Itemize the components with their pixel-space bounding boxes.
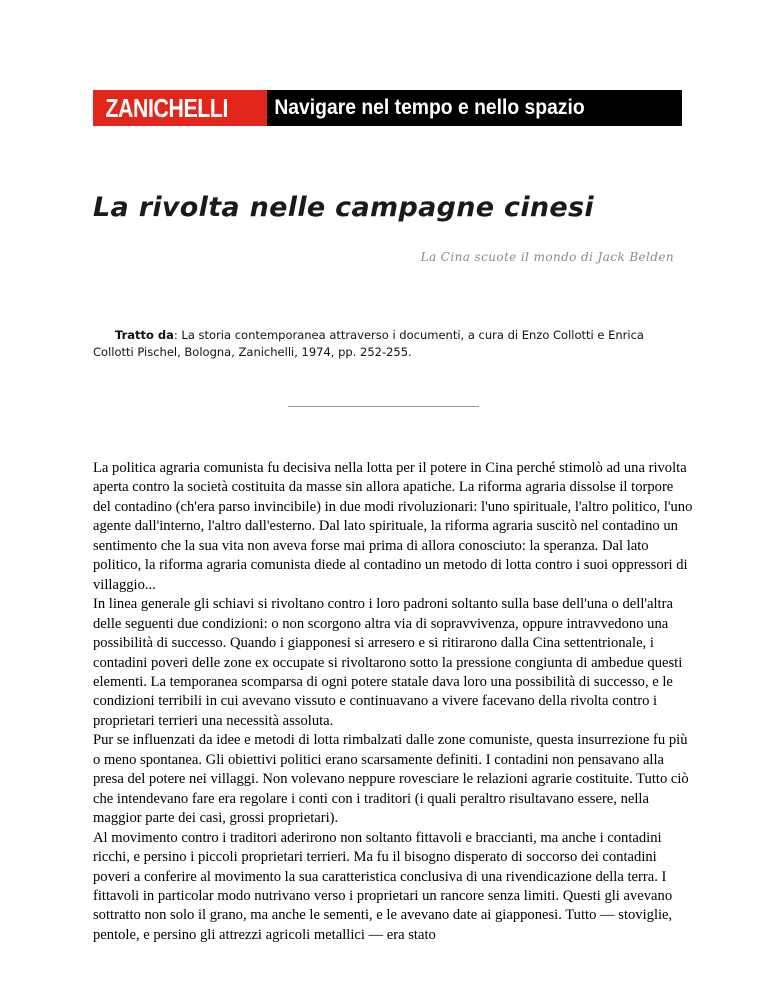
body-paragraph: Al movimento contro i traditori aderirono non soltanto fittavoli e braccianti, ma anche i contadini ricchi, e persino i piccoli proprietari terrieri. Ma fu il bisogno disperato di soccorso dei contadini poveri a conferire al movimento la sua caratteristica conclusiva di una rivendicazione della terra. I fittavoli in particolar modo nutrivano verso i proprietari un rancore senza limiti. Questi gli avevano sottratto non solo il grano, ma anche le sementi, e le avevano date ai giapponesi. Tutto — stoviglie, pentole, e persino gli attrezzi agricoli metallici — era stato <box>93 829 673 943</box>
body-paragraph: La politica agraria comunista fu decisiva nella lotta per il potere in Cina perché stimolò ad una rivolta aperta contro la società costituita da masse sin allora apatiche. La riforma agraria dissolse il torpore del contadino (ch'era parso invincibile) in due modi rivoluzionari: l'uno spirituale, l'altro politico, l'uno agente dall'interno, l'altro dall'esterno. Dal lato spirituale, la riforma agraria suscitò nel contadino un sentimento che la sua vita non aveva forse mai prima di allora conosciuto: la speranza. Dal lato politico, la riforma agraria comunista diede al contadino un metodo di lotta contro i suoi oppressori di villaggio... <box>93 460 693 593</box>
page-title: La rivolta nelle campagne cinesi <box>93 192 594 223</box>
header-banner <box>93 90 682 126</box>
brand-logo: ZANICHELLI <box>97 93 236 124</box>
divider <box>288 406 479 407</box>
brand-logo-box <box>93 90 267 126</box>
article-subtitle: La Cina scuote il mondo di Jack Belden <box>420 250 674 264</box>
source-text: : La storia contemporanea attraverso i documenti, a cura di Enzo Collotti e Enrica Collotti Pischel, Bologna, Zanichelli, 1974, pp. 252-255. <box>93 328 644 359</box>
body-paragraph: Pur se influenzati da idee e metodi di lotta rimbalzati dalle zone comuniste, questa insurrezione fu più o meno spontanea. Gli obiettivi politici erano scarsamente definiti. I contadini non pensavano alla presa del potere nei villaggi. Non volevano neppure rovesciare le relazioni agrarie costituite. Tutto ciò che intendevano fare era regolare i conti con i traditori (i quali peraltro risultavano essere, nella maggior parte dei casi, grossi proprietari). <box>93 732 689 827</box>
source-citation <box>93 327 683 361</box>
article-body <box>93 459 693 945</box>
source-label: Tratto da <box>115 328 174 342</box>
header-tagline: Navigare nel tempo e nello spazio <box>274 96 585 119</box>
body-paragraph: In linea generale gli schiavi si rivoltano contro i loro padroni soltanto sulla base dell'una o dell'altra delle seguenti due condizioni: o non scorgono altra via di sopravvivenza, oppure intravvedono una possibilità di successo. Quando i giapponesi si arresero e si ritirarono dalla Cina settentrionale, i contadini poveri delle zone ex occupate si rivoltarono sotto la pressione congiunta di ambedue questi elementi. La temporanea scomparsa di ogni potere statale dava loro una possibilità di successo, e le condizioni terribili in cui avevano vissuto e continuavano a vivere facevano della rivolta contro i proprietari terrieri una necessità assoluta. <box>93 596 683 729</box>
